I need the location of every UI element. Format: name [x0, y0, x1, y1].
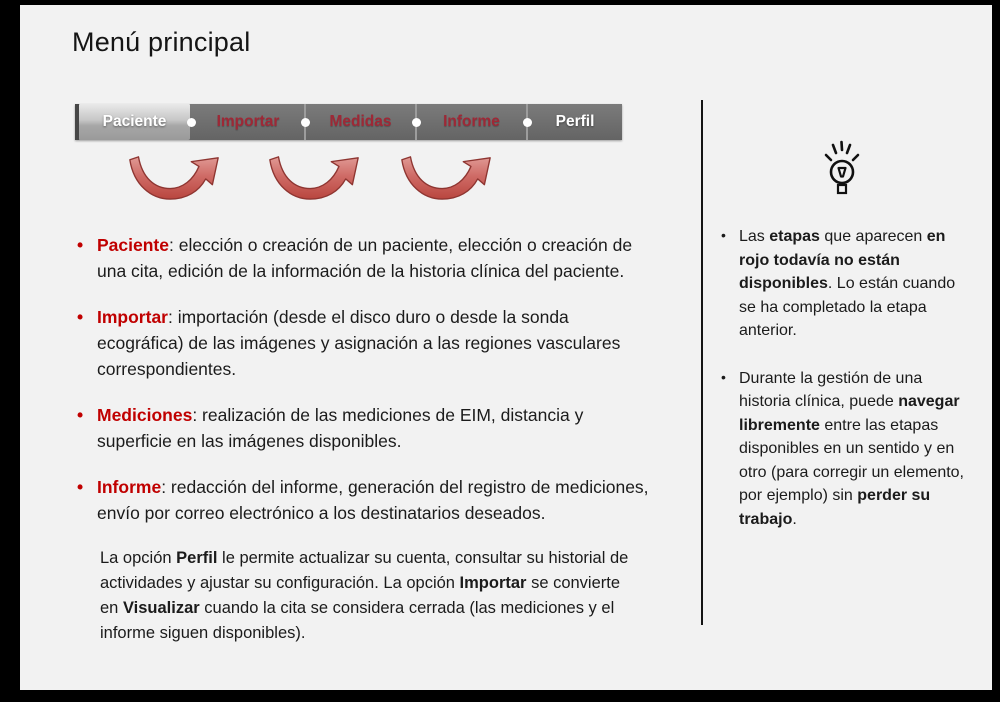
slide — [20, 5, 992, 690]
option-keyword: Mediciones — [97, 405, 193, 425]
menu-bar — [75, 104, 622, 140]
option-keyword: Paciente — [97, 235, 169, 255]
option-keyword: Informe — [97, 477, 162, 497]
tip-item: • Durante la gestión de una historia clínica, puede navegar libremente entre las etapas disponibles en un sentido y en otro (para corregir un elemento, por ejemplo) sin perder su trabajo. — [720, 367, 968, 532]
list-item — [75, 474, 652, 526]
curved-arrow-icon — [266, 151, 362, 203]
profile-note: La opción Perfil le permite actualizar su cuenta, consultar su historial de actividades y ajustar su configuración. La opción Importar se convierte en Visualizar cuando la cita se considera cerrada (las mediciones y el informe siguen disponibles). — [100, 549, 629, 642]
tab-perfil[interactable]: Perfil — [555, 113, 595, 130]
option-description: : importación (desde el disco duro o desde la sonda ecográfica) de las imágenes y asignación a las regiones vasculares correspondientes. — [97, 307, 621, 379]
tips-list — [720, 225, 968, 555]
lightbulb-icon — [820, 139, 864, 203]
tab-medidas[interactable]: Medidas — [329, 113, 392, 130]
curved-arrow-icon — [398, 151, 494, 203]
tab-importar[interactable]: Importar — [216, 113, 280, 130]
list-item — [75, 402, 652, 454]
menu-options-list — [75, 232, 652, 646]
option-description: : redacción del informe, generación del registro de mediciones, envío por correo electrónico a los destinatarios deseados. — [97, 477, 649, 523]
menu-separator-dot — [415, 104, 417, 140]
page-title: Menú principal — [72, 27, 251, 57]
vertical-divider — [701, 100, 703, 625]
list-item — [75, 232, 652, 284]
tab-informe[interactable]: Informe — [443, 113, 500, 130]
tip-item: • Las etapas que aparecen en rojo todavía no están disponibles. Lo están cuando se ha completado la etapa anterior. — [720, 225, 968, 343]
tab-paciente[interactable]: Paciente — [79, 104, 190, 140]
option-description: : realización de las mediciones de EIM, distancia y superficie en las imágenes disponibles. — [97, 405, 584, 451]
menu-separator-dot — [304, 104, 306, 140]
list-item — [75, 304, 652, 382]
option-description: : elección o creación de un paciente, elección o creación de una cita, edición de la información de la historia clínica del paciente. — [97, 235, 633, 281]
menu-separator-dot — [526, 104, 528, 140]
menu-separator-dot — [190, 104, 192, 140]
option-keyword: Importar — [97, 307, 168, 327]
curved-arrow-icon — [126, 151, 222, 203]
